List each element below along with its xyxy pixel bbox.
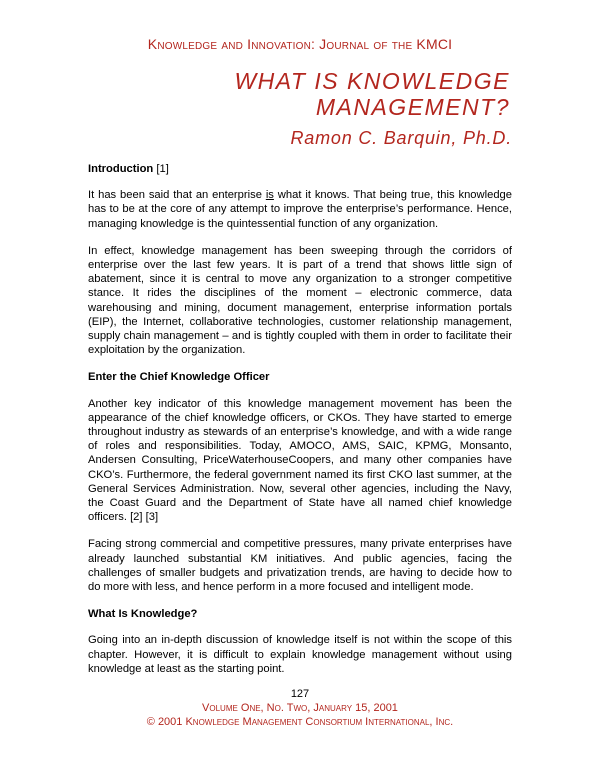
section-heading-what-is-knowledge: What Is Knowledge? (88, 608, 198, 621)
emphasis-is: is (265, 189, 274, 202)
copyright: © 2001 Knowledge Management Consortium International, Inc. (146, 716, 454, 728)
section-heading-cko: Enter the Chief Knowledge Officer (88, 371, 270, 384)
section-heading-introduction (88, 162, 512, 176)
title-line-2: MANAGEMENT? (315, 94, 510, 120)
paragraph: Facing strong commercial and competitive pressures, many private enterprises have already launched substantial KM initiatives. And public agencies, facing the challenges of smaller budgets and privatization trends, are having to decide how to do more with less, and hence perform in a more focused and intelligent mode. (88, 538, 512, 594)
paragraph (88, 188, 512, 231)
journal-header: Knowledge and Innovation: Journal of the KMCI (147, 36, 453, 52)
paragraph: Another key indicator of this knowledge management movement has been the appearance of the chief knowledge officers, or CKOs. They have started to emerge throughout industry as stewards of an enterprise’s knowledge, and with a wide range of roles and responsibilities. Today, AMOCO, AMS, SAIC, KPMG, Monsanto, Andersen Consulting, PriceWaterhouseCoopers, and many other companies have CKO’s. Furthermore, the federal government named its first CKO last summer, at the General Services Administration. Now, several other agencies, including the Navy, the Coast Guard and the Department of State have all named chief knowledge officers. [2] [3] (88, 397, 512, 524)
heading-text: Introduction (88, 163, 154, 175)
article-title (234, 68, 510, 120)
issue-info: Volume One, No. Two, January 15, 2001 (202, 702, 398, 714)
page-number: 127 (290, 688, 310, 700)
footnote-ref: [1] (153, 163, 169, 175)
paragraph: Going into an in-depth discussion of knowledge itself is not within the scope of this chapter. However, it is difficult to explain knowledge management without using knowledge at least as the starting point. (88, 634, 512, 675)
text-span: It has been said that an enterprise (88, 189, 266, 202)
author-name: Ramon C. Barquin, Ph.D. (290, 128, 512, 148)
article-body (88, 162, 512, 689)
title-line-1: WHAT IS KNOWLEDGE (234, 68, 510, 94)
text-span: what it knows. That being true, this knowledge has to be at the core of any attempt to improve the enterprise’s performance. Hence, managing knowledge is the quintessential function of any organization. (88, 189, 512, 230)
paragraph: In effect, knowledge management has been sweeping through the corridors of enterprise over the last few years. It is part of a trend that shows little sign of abatement, since it is central to move any organization to a stronger competitive stance. It rides the disciplines of the moment – electronic commerce, data warehousing and mining, document management, enterprise information portals (EIP), the Internet, collaborative technologies, customer relationship management, supply chain management – and is tightly coupled with them in order to facilitate their exploitation by the organization. (88, 244, 512, 357)
